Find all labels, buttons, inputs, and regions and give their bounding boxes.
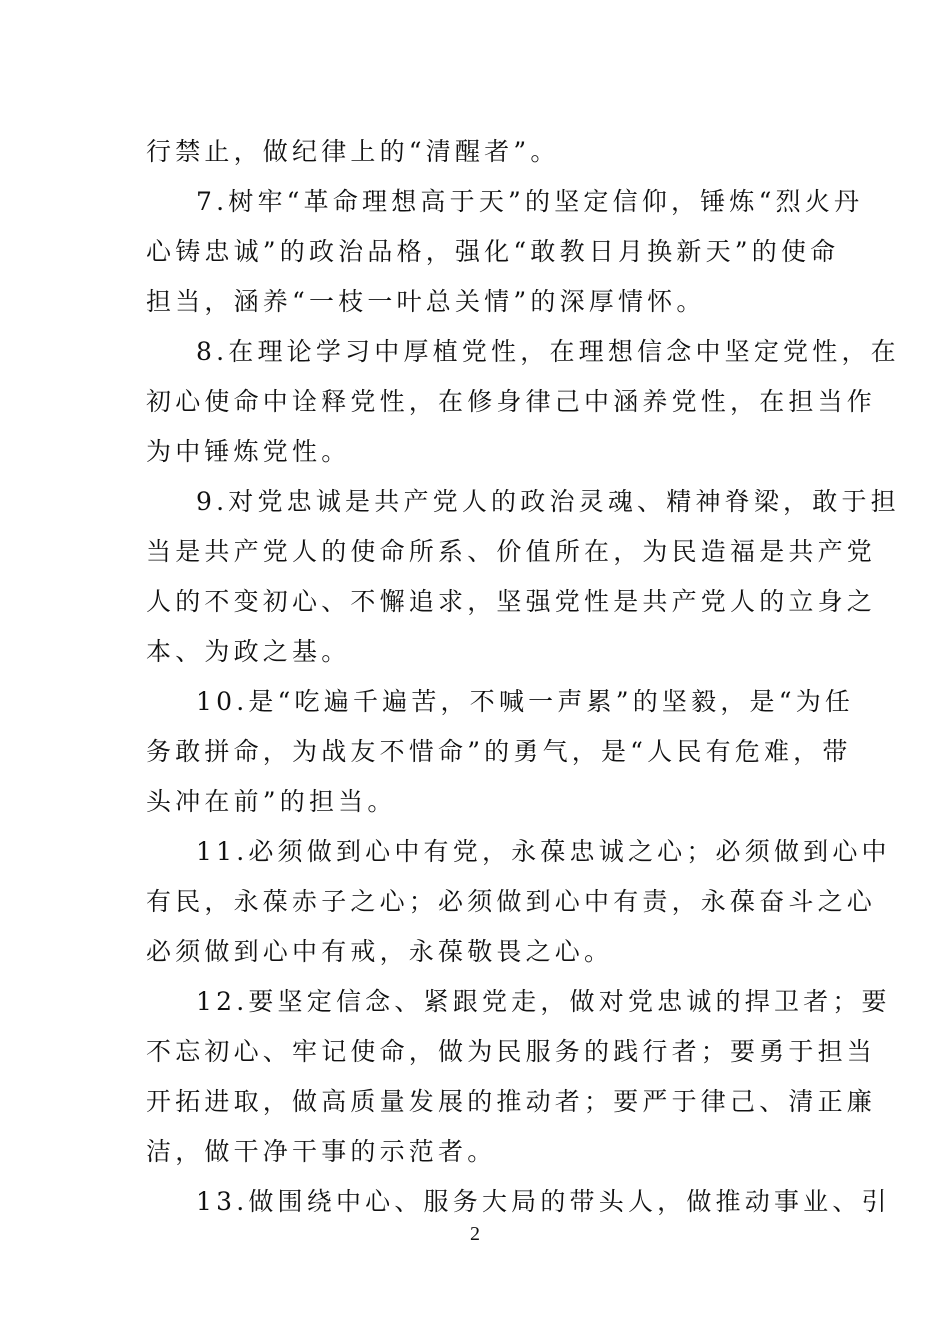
- paragraph-12-line: 不忘初心、牢记使命，做为民服务的践行者；要勇于担当: [146, 1037, 877, 1066]
- paragraph-8-line: 初心使命中诠释党性，在修身律己中涵养党性，在担当作: [146, 387, 877, 416]
- paragraph-10-line: 头冲在前”的担当。: [146, 787, 397, 816]
- paragraph-9-line: 9.对党忠诚是共产党人的政治灵魂、精神脊梁，敢于担: [196, 487, 900, 516]
- paragraph-12-line: 开拓进取，做高质量发展的推动者；要严于律己、清正廉: [146, 1087, 877, 1116]
- paragraph-9-line: 当是共产党人的使命所系、价值所在，为民造福是共产党: [146, 537, 877, 566]
- paragraph-12-line: 12.要坚定信念、紧跟党走，做对党忠诚的捍卫者；要: [196, 987, 891, 1016]
- paragraph-12-line: 洁，做干净干事的示范者。: [146, 1137, 497, 1166]
- paragraph-8-line: 为中锤炼党性。: [146, 437, 351, 466]
- paragraph-7-line: 7.树牢“革命理想高于天”的坚定信仰，锤炼“烈火丹: [196, 187, 864, 216]
- page-number: 2: [470, 1223, 480, 1245]
- paragraph-7-line: 心铸忠诚”的政治品格，强化“敢教日月换新天”的使命: [146, 237, 840, 266]
- paragraph-10-line: 10.是“吃遍千遍苦，不喊一声累”的坚毅，是“为任: [196, 687, 855, 716]
- paragraph-13-line: 13.做围绕中心、服务大局的带头人，做推动事业、引: [196, 1187, 891, 1216]
- paragraph-8-line: 8.在理论学习中厚植党性，在理想信念中坚定党性，在: [196, 337, 900, 366]
- paragraph-11-line: 11.必须做到心中有党，永葆忠诚之心；必须做到心中: [196, 837, 891, 866]
- text-line: 行禁止，做纪律上的“清醒者”。: [146, 137, 560, 166]
- paragraph-10-line: 务敢拼命，为战友不惜命”的勇气，是“人民有危难，带: [146, 737, 852, 766]
- paragraph-11-line: 必须做到心中有戒，永葆敬畏之心。: [146, 937, 614, 966]
- paragraph-9-line: 人的不变初心、不懈追求，坚强党性是共产党人的立身之: [146, 587, 877, 616]
- paragraph-7-line: 担当，涵养“一枝一叶总关情”的深厚情怀。: [146, 287, 706, 316]
- paragraph-11-line: 有民，永葆赤子之心；必须做到心中有责，永葆奋斗之心: [146, 887, 877, 916]
- paragraph-9-line: 本、为政之基。: [146, 637, 351, 666]
